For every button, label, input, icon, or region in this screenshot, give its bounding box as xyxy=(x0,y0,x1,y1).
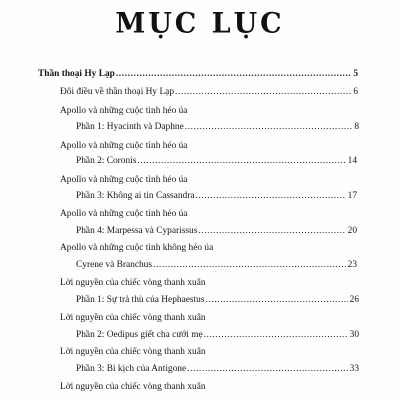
toc-entry-label: Thần thoại Hy Lạp xyxy=(38,69,115,79)
toc-entry-label: Phần 4: Marpessa và Cyparissus xyxy=(76,226,198,236)
toc-entry-label: Phần 1: Hyacinth và Daphne xyxy=(76,122,184,132)
dot-leader xyxy=(185,121,353,133)
toc-entry[interactable] xyxy=(76,121,359,133)
dot-leader xyxy=(116,68,351,80)
toc-entry-heading: Lời nguyền của chiếc vòng thanh xuân xyxy=(60,347,206,357)
toc-entry-heading: Lời nguyền của chiếc vòng thanh xuân xyxy=(60,382,206,392)
toc-entry-label: Phần 2: Oedipus giết cha cưới mẹ xyxy=(76,330,203,340)
toc-entry-label: Phần 2: Coronis xyxy=(76,156,137,166)
toc-entry[interactable] xyxy=(76,363,359,375)
toc-entry-heading: Apollo và những cuộc tình héo úa xyxy=(60,106,188,116)
toc-entry-heading: Apollo và những cuộc tình héo úa xyxy=(60,141,188,151)
toc-entry-page: 14 xyxy=(347,156,357,166)
page-title: MỤC LỤC xyxy=(115,7,285,40)
dot-leader xyxy=(187,363,347,375)
toc-entry-page: 20 xyxy=(347,226,357,236)
toc-entry[interactable] xyxy=(76,190,357,202)
toc-entry-label: Đôi điều về thần thoại Hy Lạp xyxy=(60,87,175,97)
toc-entry[interactable] xyxy=(76,225,357,237)
toc-entry-page: 23 xyxy=(347,260,357,270)
toc-entry-page: 33 xyxy=(349,364,359,374)
toc-entry[interactable] xyxy=(76,155,357,167)
dot-leader xyxy=(204,329,348,341)
toc-entry-page: 8 xyxy=(354,122,359,132)
toc-entry[interactable] xyxy=(76,294,359,306)
toc-entry-heading: Lời nguyền của chiếc vòng thanh xuân xyxy=(60,278,206,288)
toc-entry-page: 6 xyxy=(353,87,358,97)
dot-leader xyxy=(195,190,345,202)
toc-entry[interactable] xyxy=(60,86,358,98)
toc-entry[interactable] xyxy=(76,259,357,271)
toc-entry-heading: Lời nguyền của chiếc vòng thanh xuân xyxy=(60,313,206,323)
dot-leader xyxy=(175,86,351,98)
dot-leader xyxy=(206,294,348,306)
toc-entry-label: Phần 3: Không ai tin Cassandra xyxy=(76,191,195,201)
toc-entry-heading: Apollo và những cuộc tình không héo úa xyxy=(60,243,214,253)
toc-entry-page: 26 xyxy=(349,295,359,305)
toc-entry-page: 30 xyxy=(349,330,359,340)
dot-leader xyxy=(137,155,345,167)
toc-entry-heading: Apollo và những cuộc tình héo úa xyxy=(60,209,188,219)
dot-leader xyxy=(153,259,346,271)
toc-entry-page: 5 xyxy=(353,69,358,79)
toc-entry-label: Phần 1: Sự trả thù của Hephaestus xyxy=(76,295,205,305)
dot-leader xyxy=(198,225,345,237)
toc-entry-page: 17 xyxy=(347,191,357,201)
toc-entry-label: Phần 3: Bi kịch của Antigone xyxy=(76,364,187,374)
toc-entry-label: Cyrene và Branchus xyxy=(76,260,153,270)
toc-entry[interactable] xyxy=(76,329,359,341)
toc-entry-heading: Apollo và những cuộc tình héo úa xyxy=(60,175,188,185)
toc-entry[interactable] xyxy=(38,68,358,80)
